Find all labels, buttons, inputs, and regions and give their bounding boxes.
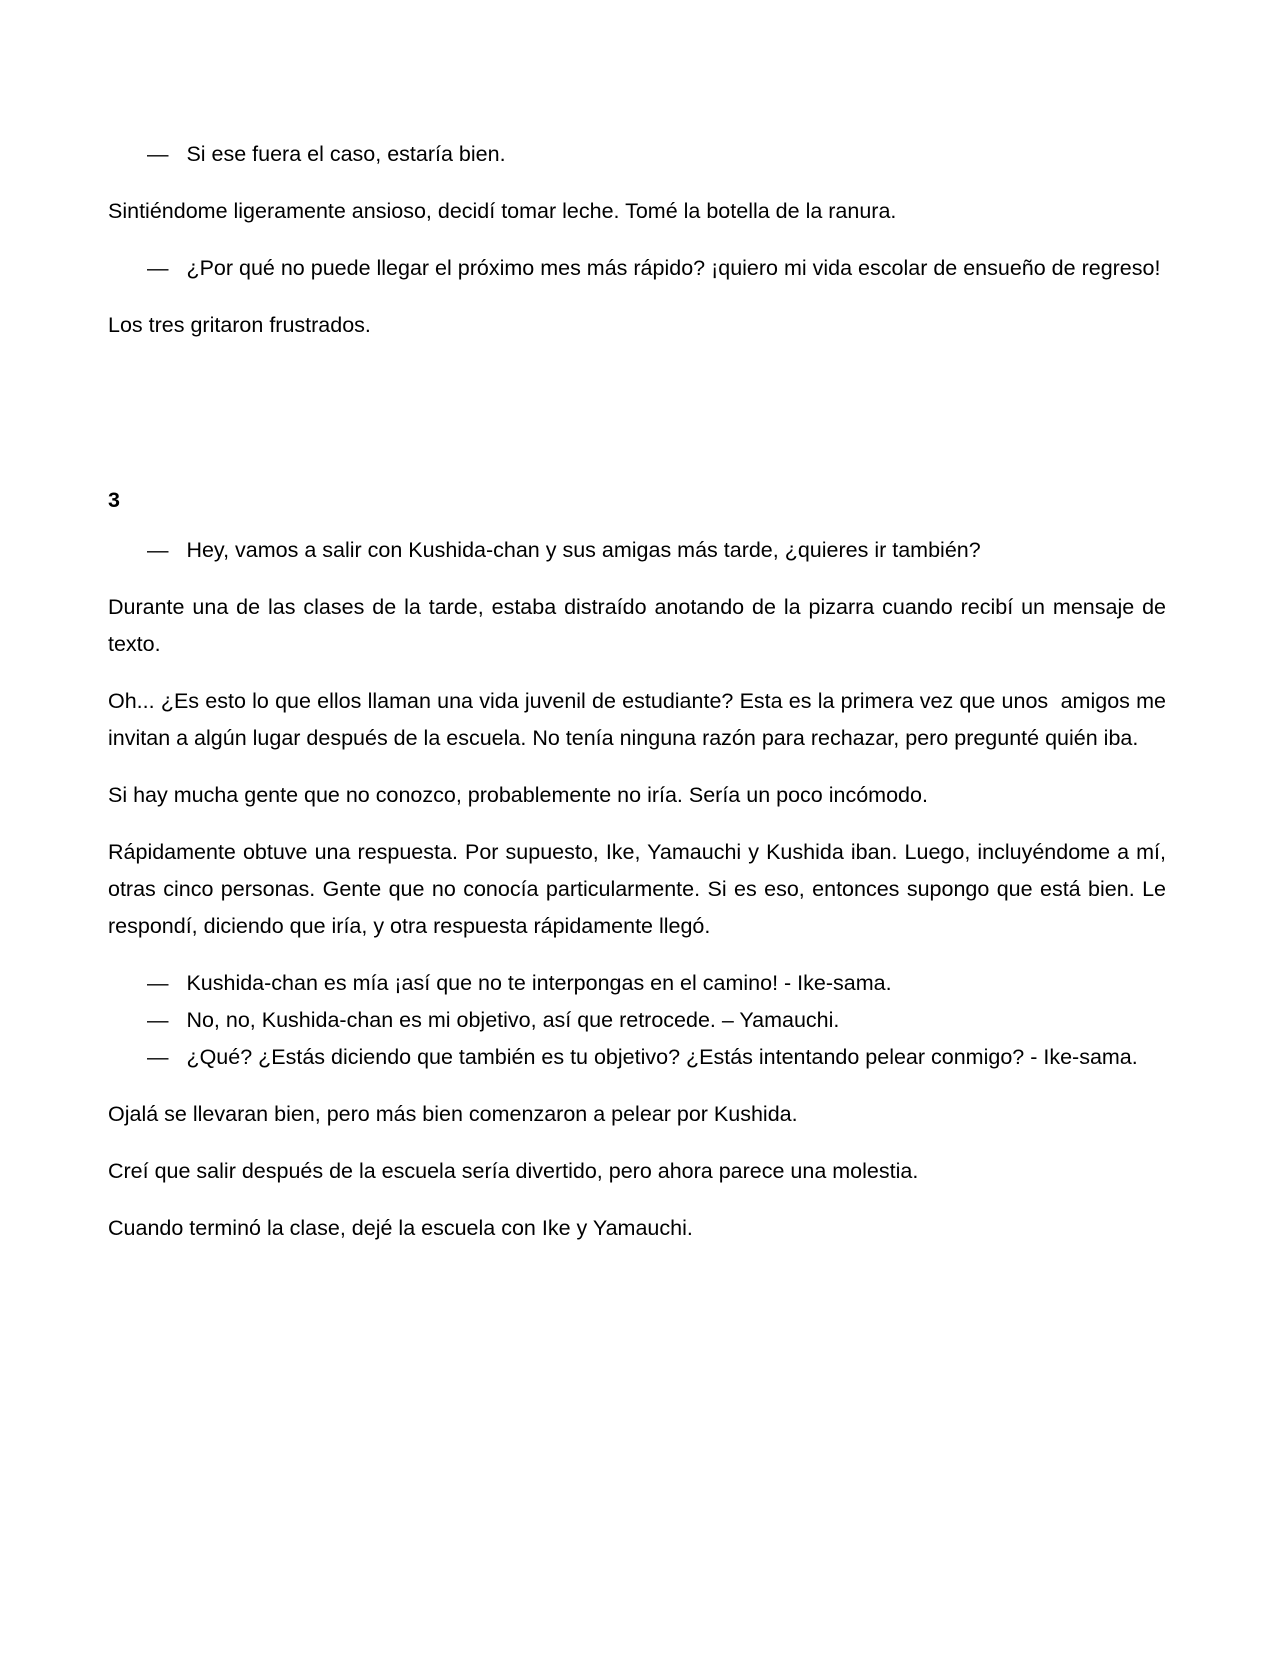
em-dash-marker: — (147, 1045, 169, 1069)
paragraph: Ojalá se llevaran bien, pero más bien comenzaron a pelear por Kushida. (108, 1102, 798, 1126)
dialogue-line (108, 136, 1166, 173)
em-dash-marker: — (147, 1008, 169, 1032)
vertical-spacer (108, 364, 1166, 482)
dialogue-text: ¿Qué? ¿Estás diciendo que también es tu objetivo? ¿Estás intentando pelear conmigo? - Ike-sama. (186, 1045, 1138, 1069)
paragraph: Oh... ¿Es esto lo que ellos llaman una vida juvenil de estudiante? Esta es la primera vez que unos amigos me invitan a algún lugar después de la escuela. No tenía ninguna razón para rechazar, pero pregunté quién iba. (108, 689, 1172, 750)
paragraph: Si hay mucha gente que no conozco, probablemente no iría. Sería un poco incómodo. (108, 783, 928, 807)
dialogue-line (108, 1002, 1166, 1039)
paragraph: Los tres gritaron frustrados. (108, 313, 371, 337)
page-content (108, 136, 1172, 1267)
dialogue-text: ¿Por qué no puede llegar el próximo mes más rápido? ¡quiero mi vida escolar de ensueño de regreso! (186, 256, 1161, 280)
dialogue-text: Hey, vamos a salir con Kushida-chan y sus amigas más tarde, ¿quieres ir también? (186, 538, 981, 562)
paragraph: Rápidamente obtuve una respuesta. Por supuesto, Ike, Yamauchi y Kushida iban. Luego, incluyéndome a mí, otras cinco personas. Gente que no conocía particularmente. Si es eso, entonces supongo que está bien. Le respondí, diciendo que iría, y otra respuesta rápidamente llegó. (108, 840, 1166, 938)
dialogue-line (108, 965, 1166, 1002)
dialogue-text: Si ese fuera el caso, estaría bien. (186, 142, 506, 166)
em-dash-marker: — (147, 142, 169, 166)
dialogue-group (108, 965, 1166, 1076)
vertical-spacer (108, 519, 1166, 532)
em-dash-marker: — (147, 538, 169, 562)
paragraph: Cuando terminó la clase, dejé la escuela con Ike y Yamauchi. (108, 1216, 693, 1240)
dialogue-line (108, 250, 1166, 287)
dialogue-line (108, 532, 1166, 569)
paragraph: Sintiéndome ligeramente ansioso, decidí tomar leche. Tomé la botella de la ranura. (108, 199, 897, 223)
section-heading: 3 (108, 488, 120, 512)
dialogue-line (108, 1039, 1166, 1076)
paragraph: Creí que salir después de la escuela sería divertido, pero ahora parece una molestia. (108, 1159, 919, 1183)
dialogue-text: Kushida-chan es mía ¡así que no te interpongas en el camino! - Ike-sama. (186, 971, 892, 995)
em-dash-marker: — (147, 971, 169, 995)
paragraph: Durante una de las clases de la tarde, estaba distraído anotando de la pizarra cuando recibí un mensaje de texto. (108, 595, 1166, 656)
em-dash-marker: — (147, 256, 169, 280)
dialogue-text: No, no, Kushida-chan es mi objetivo, así que retrocede. – Yamauchi. (186, 1008, 840, 1032)
